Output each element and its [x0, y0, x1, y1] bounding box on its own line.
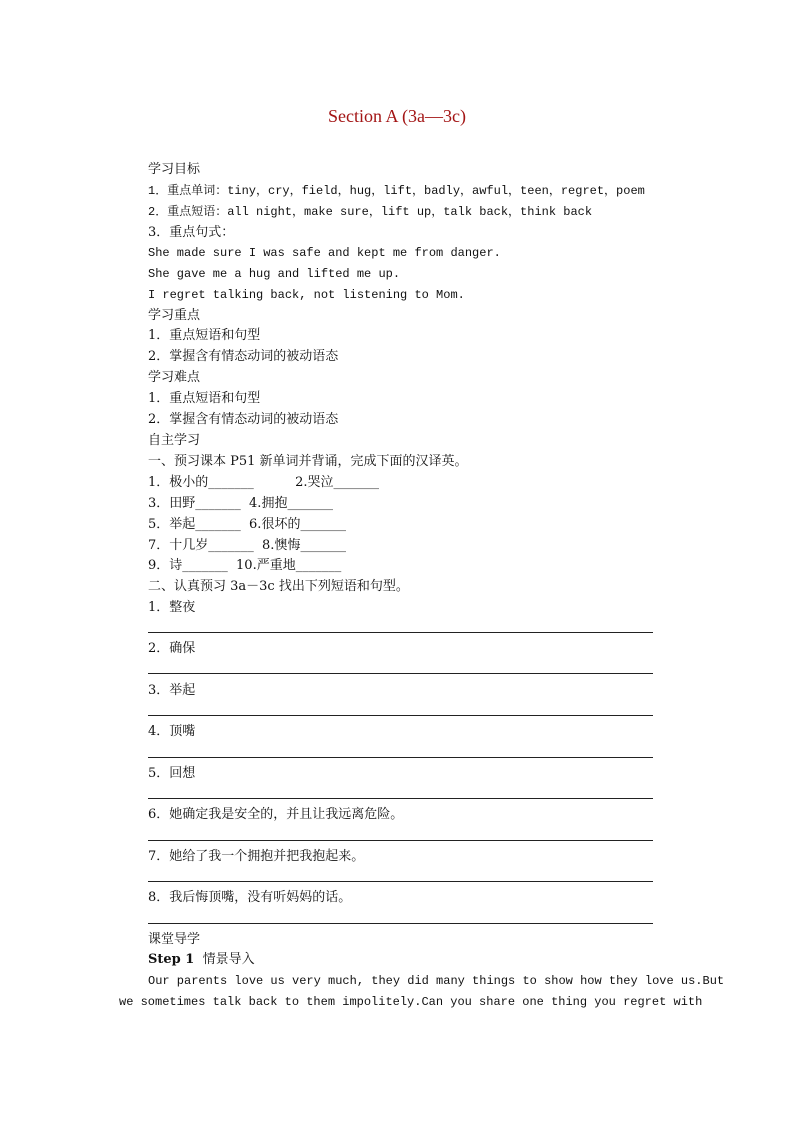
phrase-prompt: 4．顶嘴: [148, 724, 196, 739]
answer-line[interactable]: [148, 923, 653, 924]
sentence-1: She made sure I was safe and kept me from danger.: [148, 246, 501, 260]
phrase-prompt: 1．整夜: [148, 600, 196, 615]
difficulties-item-1: 1．重点短语和句型: [148, 391, 261, 406]
self-study-part-1: 一、预习课本 P51 新单词并背诵，完成下面的汉译英。: [148, 454, 468, 469]
paragraph-line-1: Our parents love us very much, they did many things to show how they love us.But: [148, 974, 725, 988]
page-title: Section A (3a—3c): [328, 106, 466, 126]
sentence-3: I regret talking back, not listening to Mom.: [148, 288, 465, 302]
phrase-prompt: 5．回想: [148, 766, 196, 781]
vocab-line: 3．田野_______ 4.拥抱_______: [148, 496, 333, 511]
answer-line[interactable]: [148, 798, 653, 799]
paragraph-line-2: we sometimes talk back to them impolitely.Can you share one thing you regret with: [119, 995, 703, 1009]
sentence-2: She gave me a hug and lifted me up.: [148, 267, 401, 281]
answer-line[interactable]: [148, 881, 653, 882]
key-points-item-2: 2．掌握含有情态动词的被动语态: [148, 349, 339, 364]
key-points-heading: 学习重点: [148, 308, 201, 323]
step-title: 情景导入: [202, 952, 255, 967]
difficulties-heading: 学习难点: [148, 370, 201, 385]
answer-line[interactable]: [148, 632, 653, 633]
phrase-prompt: 8．我后悔顶嘴，没有听妈妈的话。: [148, 890, 352, 905]
classroom-heading: 课堂导学: [148, 932, 201, 947]
answer-line[interactable]: [148, 715, 653, 716]
phrase-prompt: 2．确保: [148, 641, 196, 656]
goals-heading: 学习目标: [148, 162, 201, 177]
vocab-line: 1．极小的_______ 2.哭泣_______: [148, 475, 379, 490]
self-study-part-2: 二、认真预习 3a－3c 找出下列短语和句型。: [148, 579, 409, 594]
step-label: Step 1: [148, 952, 195, 967]
phrase-prompt: 6．她确定我是安全的，并且让我远离危险。: [148, 807, 404, 822]
step-heading: [148, 951, 255, 968]
vocab-line: 5．举起_______ 6.很坏的_______: [148, 517, 346, 532]
phrase-prompt: 3．举起: [148, 683, 196, 698]
answer-line[interactable]: [148, 840, 653, 841]
key-points-item-1: 1．重点短语和句型: [148, 328, 261, 343]
self-study-heading: 自主学习: [148, 433, 201, 448]
vocab-line: 7．十几岁_______ 8.懊悔_______: [148, 538, 346, 553]
vocab-line: 9．诗_______ 10.严重地_______: [148, 558, 342, 573]
phrase-prompt: 7．她给了我一个拥抱并把我抱起来。: [148, 849, 365, 864]
goals-item-1: 1．重点单词：tiny，cry，field，hug，lift，badly，awful，teen，regret，poem: [148, 184, 645, 198]
answer-line[interactable]: [148, 673, 653, 674]
difficulties-item-2: 2．掌握含有情态动词的被动语态: [148, 412, 339, 427]
goals-item-2: 2．重点短语：all night，make sure，lift up，talk back，think back: [148, 205, 593, 219]
answer-line[interactable]: [148, 757, 653, 758]
goals-item-3: 3．重点句式：: [148, 225, 235, 240]
